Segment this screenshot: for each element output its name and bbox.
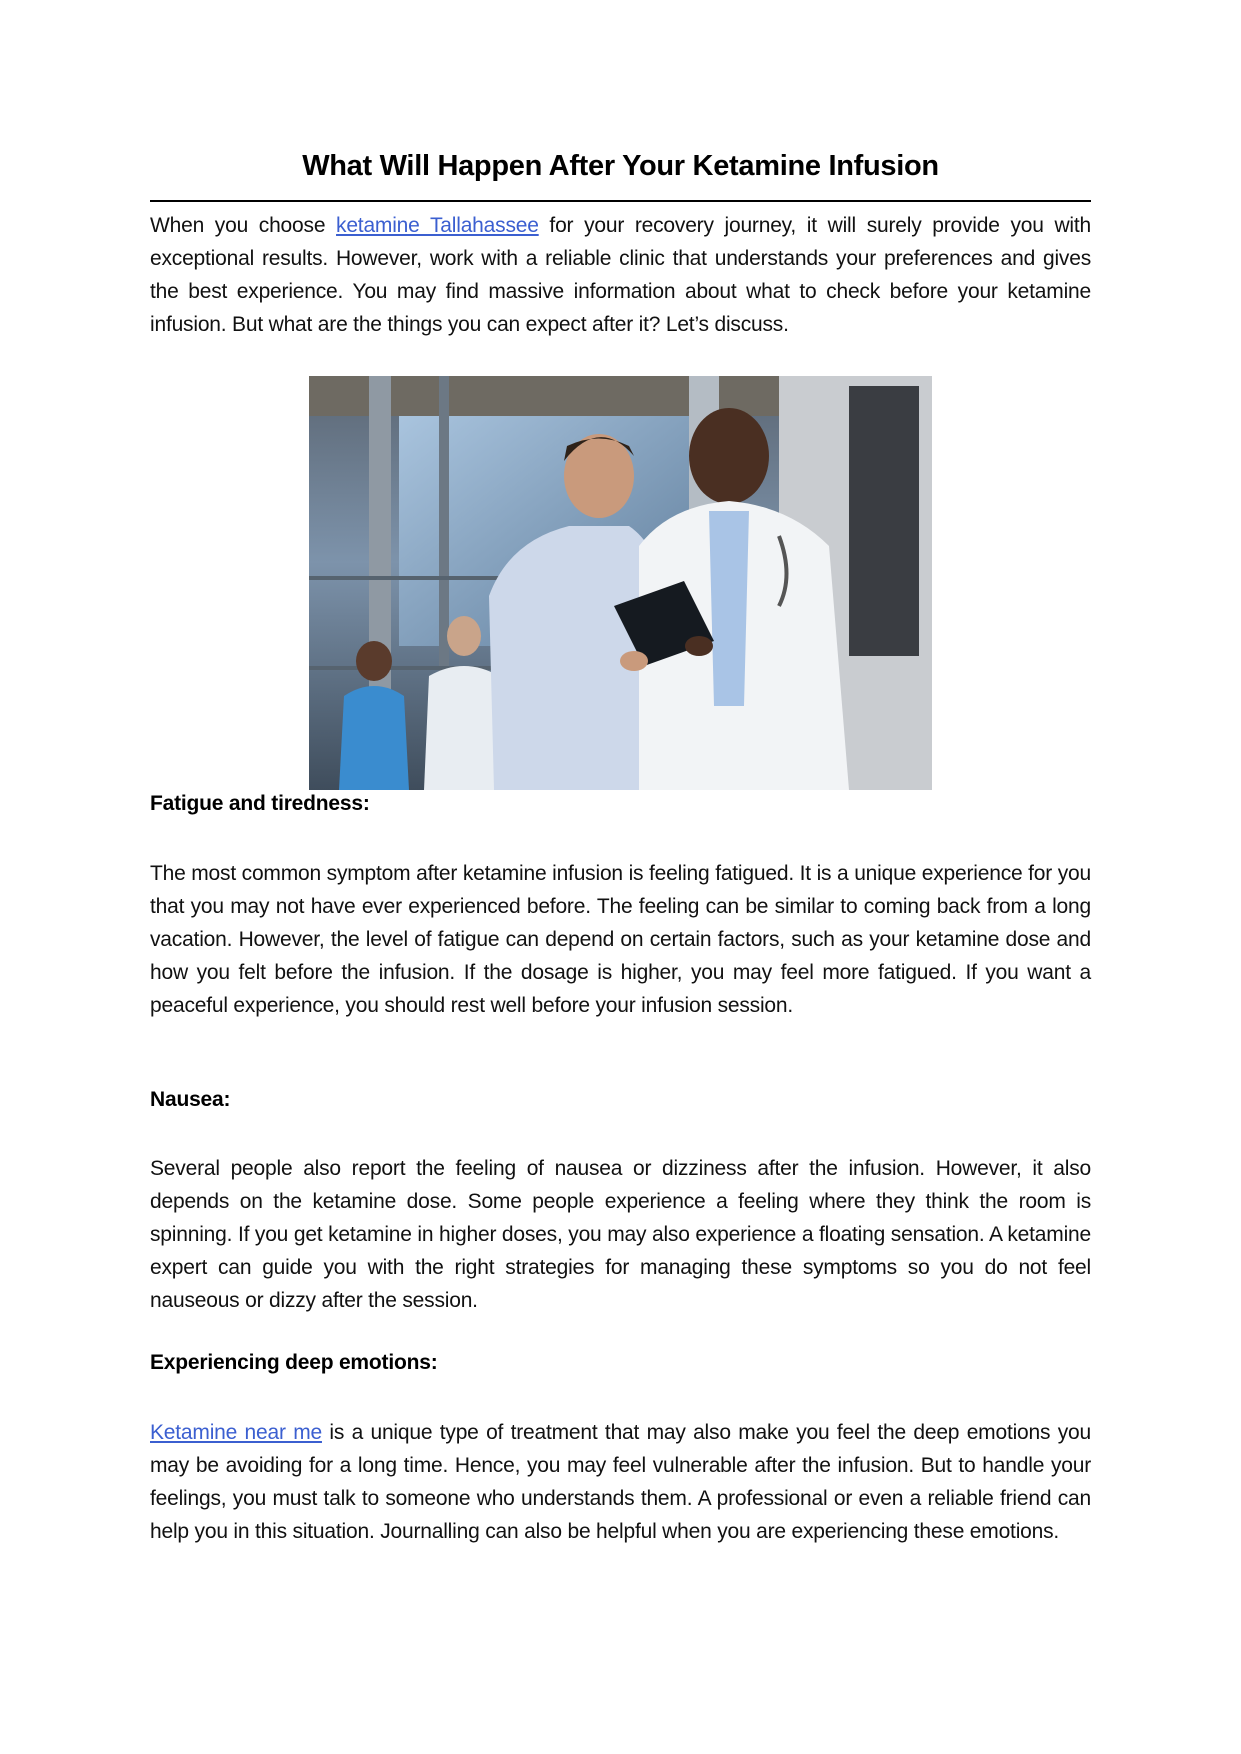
title-divider: [150, 200, 1091, 202]
section-body-fatigue: The most common symptom after ketamine infusion is feeling fatigued. It is a unique experience for you that you may not have ever experienced before. The feeling can be similar to coming back from a long vacation. However, the level of fatigue can depend on certain factors, such as your ketamine dose and how you felt before the infusion. If the dosage is higher, you may feel more fatigued. If you want a peaceful experience, you should rest well before your infusion session.: [150, 862, 1091, 1017]
intro-text-after: for your recovery journey, it will surely provide you with exceptional results. However, work with a reliable clinic that understands your preferences and gives the best experience. You may find massive information about what to check before your ketamine infusion. But what are the things you can expect after it? Let’s discuss.: [150, 214, 1091, 336]
section-heading-nausea: Nausea:: [150, 1088, 231, 1111]
emotions-text-after: is a unique type of treatment that may also make you feel the deep emotions you may be avoiding for a long time. Hence, you may feel vulnerable after the infusion. But to handle your feelings, you must talk to someone who understands them. A professional or even a reliable friend can help you in this situation. Journalling can also be helpful when you are experiencing these emotions.: [150, 1421, 1091, 1543]
section-body-emotions: [150, 1416, 1091, 1548]
intro-text-before: When you choose: [150, 214, 337, 237]
ketamine-tallahassee-link[interactable]: ketamine Tallahassee: [336, 214, 539, 237]
ketamine-near-me-link[interactable]: Ketamine near me: [150, 1421, 322, 1444]
section-heading-emotions: Experiencing deep emotions:: [150, 1351, 438, 1374]
page-title: What Will Happen After Your Ketamine Infusion: [302, 150, 939, 182]
section-heading-fatigue: Fatigue and tiredness:: [150, 792, 370, 815]
section-body-nausea: Several people also report the feeling of nausea or dizziness after the infusion. However, it also depends on the ketamine dose. Some people experience a feeling where they think the room is spinning. If you get ketamine in higher doses, you may also experience a floating sensation. A ketamine expert can guide you with the right strategies for managing these symptoms so you do not feel nauseous or dizzy after the session.: [150, 1157, 1091, 1312]
photo-icon: [309, 376, 932, 790]
intro-paragraph: [150, 209, 1091, 341]
doctor-patient-photo: [309, 376, 932, 790]
